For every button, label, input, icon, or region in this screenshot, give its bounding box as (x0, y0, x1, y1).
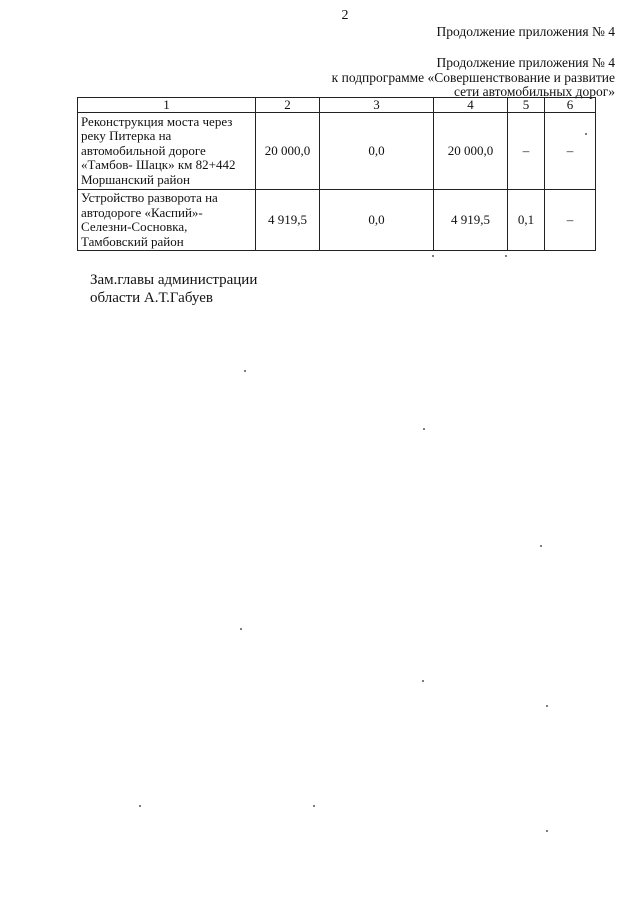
row-value-col6: – (545, 113, 596, 190)
scan-speck (546, 830, 548, 832)
row-name-cell: Реконструкция моста через реку Питерка на автомобильной дороге «Тамбов- Шацк» км 82+442 Моршанский район (78, 113, 256, 190)
subprogram-reference-line1: к подпрограмме «Совершенствование и развитие (331, 70, 615, 85)
row-value-col2: 4 919,5 (256, 190, 320, 251)
row-name-cell: Устройство разворота на автодороге «Каспий»-Селезни-Сосновка, Тамбовский район (78, 190, 256, 251)
page-number: 2 (341, 8, 349, 23)
continuation-heading: Продолжение приложения № 4 (436, 24, 615, 39)
scan-speck (240, 628, 242, 630)
scan-speck (585, 133, 587, 135)
scan-speck (505, 255, 507, 257)
row-value-col3: 0,0 (320, 190, 434, 251)
scan-speck (546, 705, 548, 707)
row-value-col6: – (545, 190, 596, 251)
row-value-col4: 4 919,5 (434, 190, 508, 251)
scan-speck (244, 370, 246, 372)
subprogram-reference-line2: сети автомобильных дорог» (454, 84, 615, 99)
signatory-name: области А.Т.Габуев (90, 290, 213, 306)
table-row (78, 190, 596, 251)
scan-speck (313, 805, 315, 807)
table-row (78, 113, 596, 190)
column-header-1: 1 (78, 98, 256, 113)
scan-speck (423, 428, 425, 430)
scan-speck (432, 255, 434, 257)
column-header-6: 6 (545, 98, 596, 113)
row-value-col5: – (508, 113, 545, 190)
scan-speck (540, 545, 542, 547)
row-value-col3: 0,0 (320, 113, 434, 190)
row-value-col4: 20 000,0 (434, 113, 508, 190)
column-header-4: 4 (434, 98, 508, 113)
table-header-row (78, 98, 596, 113)
signatory-title: Зам.главы администрации (90, 272, 258, 288)
column-header-3: 3 (320, 98, 434, 113)
scan-speck (139, 805, 141, 807)
continuation-heading-repeat: Продолжение приложения № 4 (436, 55, 615, 70)
scan-speck (422, 680, 424, 682)
column-header-5: 5 (508, 98, 545, 113)
row-value-col2: 20 000,0 (256, 113, 320, 190)
column-header-2: 2 (256, 98, 320, 113)
row-value-col5: 0,1 (508, 190, 545, 251)
funding-table (77, 97, 596, 251)
